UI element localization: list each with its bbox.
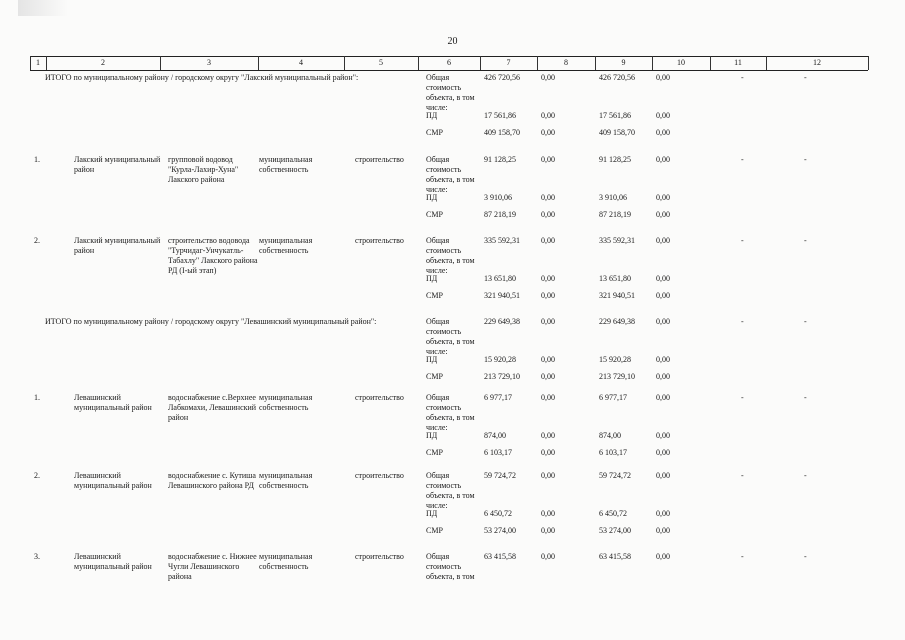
header-bottom-rule [30,70,868,71]
cell-col8: 0,00 [541,509,555,518]
cell-col8: 0,00 [541,236,555,245]
cell-total: 87 218,19 [484,210,516,219]
cell-col8: 0,00 [541,393,555,402]
cell-total: 15 920,28 [484,355,516,364]
cell-col8: 0,00 [541,155,555,164]
ownership: муниципальная собственность [259,393,313,412]
cell-total: 874,00 [484,431,506,440]
cell-col8: 0,00 [541,210,555,219]
header-divider [868,56,869,70]
header-divider [537,56,538,70]
cell-col9: 3 910,06 [599,193,627,202]
group-total-label: ИТОГО по муниципальному району / городскому округу "Левашинский муниципальный район": [45,317,377,326]
cell-col12: - [804,236,807,245]
cell-col9: 335 592,31 [599,236,635,245]
column-header-10: 10 [677,58,685,67]
cell-col10: 0,00 [656,393,670,402]
work-type: строительство [355,236,404,245]
cell-total: 229 649,38 [484,317,520,326]
work-type: строительство [355,471,404,480]
cell-col9: 59 724,72 [599,471,631,480]
header-divider [160,56,161,70]
cell-col9: 53 274,00 [599,526,631,535]
cell-col9: 426 720,56 [599,73,635,82]
smr-label: СМР [426,372,443,381]
cell-col8: 0,00 [541,73,555,82]
cell-col8: 0,00 [541,355,555,364]
cost-label: Общая стоимость объекта, в том числе: [426,73,475,112]
cell-col12: - [804,155,807,164]
cell-total: 6 977,17 [484,393,512,402]
object-name: водоснабжение с. Нижнее Чугли Левашинского района [168,552,257,581]
scan-artifact [18,0,68,16]
cost-label: Общая стоимость объекта, в том [426,552,475,581]
column-header-4: 4 [299,58,303,67]
pd-label: ПД [426,509,438,518]
cell-total: 335 592,31 [484,236,520,245]
cell-total: 59 724,72 [484,471,516,480]
cell-col12: - [804,73,807,82]
cell-col10: 0,00 [656,317,670,326]
cell-total: 17 561,86 [484,111,516,120]
column-header-2: 2 [101,58,105,67]
row-number: 2. [34,236,40,245]
cell-col10: 0,00 [656,193,670,202]
smr-label: СМР [426,128,443,137]
cell-col9: 321 940,51 [599,291,635,300]
cell-col8: 0,00 [541,193,555,202]
cell-col9: 874,00 [599,431,621,440]
cell-col10: 0,00 [656,291,670,300]
header-divider [480,56,481,70]
cost-label: Общая стоимость объекта, в том числе: [426,236,475,275]
cell-col8: 0,00 [541,526,555,535]
cell-col9: 409 158,70 [599,128,635,137]
cell-col8: 0,00 [541,274,555,283]
district-name: Лакский муниципальный район [74,155,161,174]
pd-label: ПД [426,111,438,120]
ownership: муниципальная собственность [259,236,313,255]
cell-col12: - [804,317,807,326]
cell-total: 6 103,17 [484,448,512,457]
cell-col9: 213 729,10 [599,372,635,381]
cell-col8: 0,00 [541,111,555,120]
cost-label: Общая стоимость объекта, в том числе: [426,393,475,432]
smr-label: СМР [426,526,443,535]
cell-col8: 0,00 [541,448,555,457]
column-header-6: 6 [447,58,451,67]
cell-col9: 63 415,58 [599,552,631,561]
row-number: 3. [34,552,40,561]
cost-label: Общая стоимость объекта, в том числе: [426,471,475,510]
header-divider [418,56,419,70]
ownership: муниципальная собственность [259,552,313,571]
header-divider [595,56,596,70]
column-header-9: 9 [621,58,626,67]
cell-total: 13 651,80 [484,274,516,283]
pd-label: ПД [426,431,438,440]
cell-col10: 0,00 [656,372,670,381]
cell-total: 409 158,70 [484,128,520,137]
group-total-label: ИТОГО по муниципальному району / городскому округу "Лакский муниципальный район": [45,73,359,82]
pd-label: ПД [426,193,438,202]
district-name: Левашинский муниципальный район [74,393,152,412]
cell-col10: 0,00 [656,509,670,518]
cell-col10: 0,00 [656,155,670,164]
cell-col10: 0,00 [656,552,670,561]
cell-col10: 0,00 [656,236,670,245]
cell-col9: 91 128,25 [599,155,631,164]
cell-total: 6 450,72 [484,509,512,518]
row-number: 1. [34,155,40,164]
district-name: Левашинский муниципальный район [74,471,152,490]
cell-total: 321 940,51 [484,291,520,300]
ownership: муниципальная собственность [259,155,313,174]
cell-col11: - [741,73,744,82]
work-type: строительство [355,552,404,561]
column-header-1: 1 [36,58,40,67]
cell-col9: 6 450,72 [599,509,627,518]
cell-col10: 0,00 [656,73,670,82]
cell-col9: 6 977,17 [599,393,627,402]
cell-col10: 0,00 [656,128,670,137]
page-number: 20 [447,36,458,47]
cell-total: 91 128,25 [484,155,516,164]
cell-col8: 0,00 [541,552,555,561]
cell-col8: 0,00 [541,291,555,300]
object-name: групповой водовод "Курла-Лахир-Хуна" Лакского района [168,155,239,184]
cell-col8: 0,00 [541,471,555,480]
cell-col11: - [741,155,744,164]
cell-col11: - [741,393,744,402]
pd-label: ПД [426,274,438,283]
smr-label: СМР [426,448,443,457]
cell-col9: 13 651,80 [599,274,631,283]
cell-col9: 6 103,17 [599,448,627,457]
cell-col11: - [741,317,744,326]
cell-col12: - [804,471,807,480]
column-header-11: 11 [734,58,742,67]
ownership: муниципальная собственность [259,471,313,490]
work-type: строительство [355,155,404,164]
object-name: водоснабжение с. Кутиша Левашинского района РД [168,471,256,490]
cell-col10: 0,00 [656,471,670,480]
cell-col8: 0,00 [541,372,555,381]
cell-col11: - [741,236,744,245]
cell-col10: 0,00 [656,111,670,120]
cell-col10: 0,00 [656,431,670,440]
header-divider [652,56,653,70]
object-name: водоснабжение с.Верхнее Лабкомахи, Левашинский район [168,393,257,422]
cell-col8: 0,00 [541,317,555,326]
cell-total: 3 910,06 [484,193,512,202]
cell-col9: 87 218,19 [599,210,631,219]
header-divider [766,56,767,70]
pd-label: ПД [426,355,438,364]
header-divider [258,56,259,70]
cell-col9: 229 649,38 [599,317,635,326]
cell-col10: 0,00 [656,526,670,535]
cell-total: 53 274,00 [484,526,516,535]
object-name: строительство водовода "Турчидаг-Унчукатль-Табахлу" Лакского района РД (I-ый этап) [168,236,258,275]
work-type: строительство [355,393,404,402]
cell-col10: 0,00 [656,274,670,283]
cell-col11: - [741,471,744,480]
cost-label: Общая стоимость объекта, в том числе: [426,155,475,194]
district-name: Лакский муниципальный район [74,236,161,255]
cell-total: 426 720,56 [484,73,520,82]
cell-total: 63 415,58 [484,552,516,561]
smr-label: СМР [426,291,443,300]
cell-col12: - [804,393,807,402]
column-header-7: 7 [506,58,511,67]
header-divider [710,56,711,70]
column-header-12: 12 [813,58,821,67]
cell-col8: 0,00 [541,128,555,137]
cell-col9: 15 920,28 [599,355,631,364]
smr-label: СМР [426,210,443,219]
cell-col9: 17 561,86 [599,111,631,120]
column-header-3: 3 [207,58,211,67]
cell-col12: - [804,552,807,561]
column-header-8: 8 [564,58,568,67]
column-header-5: 5 [379,58,383,67]
cost-label: Общая стоимость объекта, в том числе: [426,317,475,356]
row-number: 1. [34,393,40,402]
district-name: Левашинский муниципальный район [74,552,152,571]
row-number: 2. [34,471,40,480]
cell-col10: 0,00 [656,355,670,364]
header-divider [30,56,31,70]
cell-col10: 0,00 [656,210,670,219]
cell-col8: 0,00 [541,431,555,440]
cell-col11: - [741,552,744,561]
header-divider [344,56,345,70]
cell-col10: 0,00 [656,448,670,457]
header-divider [46,56,47,70]
cell-total: 213 729,10 [484,372,520,381]
